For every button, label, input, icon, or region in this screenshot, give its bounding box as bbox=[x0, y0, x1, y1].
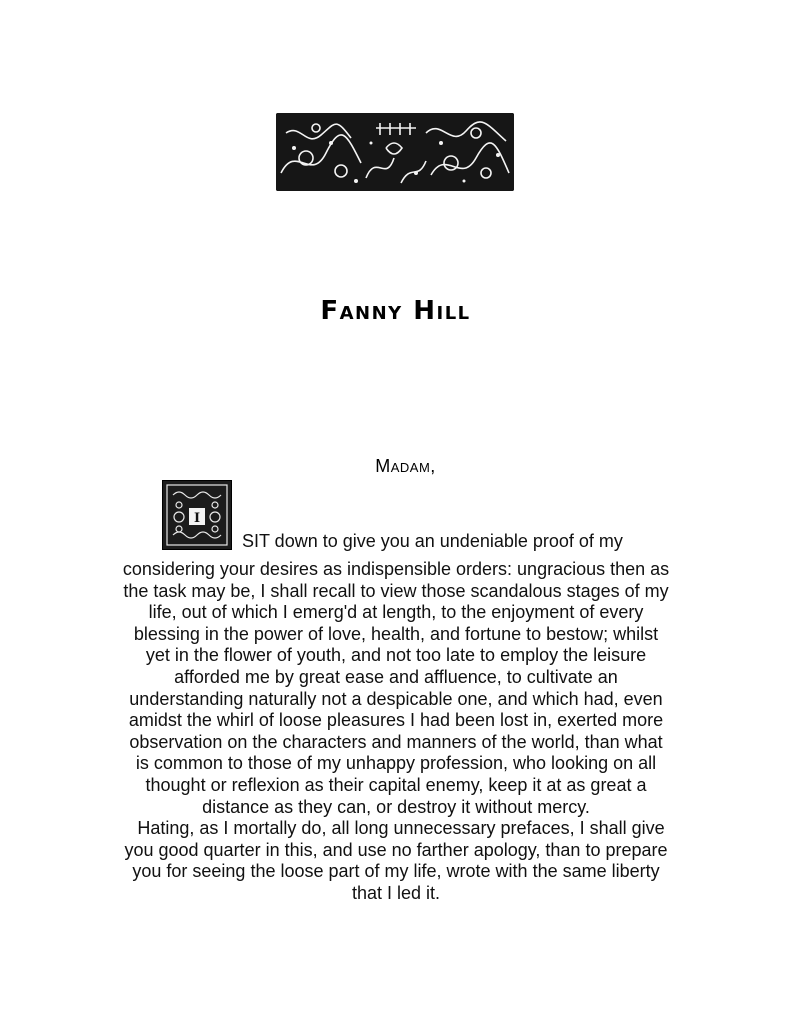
text-line: life, out of which I emerg'd at length, to the enjoyment of every bbox=[148, 602, 644, 623]
text-line: you for seeing the loose part of my life, wrote with the same liberty bbox=[132, 861, 660, 882]
text-line: considering your desires as indispensible orders: ungracious then as bbox=[122, 559, 670, 579]
decorated-initial-icon bbox=[162, 480, 232, 550]
text-line: that I led it. bbox=[351, 882, 441, 903]
text-line: you good quarter in this, and use no farther apology, than to prepare bbox=[124, 839, 668, 860]
salutation-text: Madam, bbox=[375, 456, 436, 476]
text-line: thought or reflexion as their capital enemy, keep it at as great a bbox=[145, 774, 647, 795]
woodcut-ornament-icon bbox=[276, 113, 514, 191]
text-line: yet in the flower of youth, and not too late to employ the leisure bbox=[145, 645, 647, 666]
body-text bbox=[96, 559, 696, 905]
text-line: is common to those of my unhappy profession, who looking on all bbox=[135, 753, 657, 774]
text-line: blessing in the power of love, health, and fortune to bestow; whilst bbox=[133, 623, 659, 644]
text-line: the task may be, I shall recall to view those scandalous stages of my bbox=[123, 580, 669, 601]
salutation bbox=[0, 456, 791, 477]
text-line: distance as they can, or destroy it without mercy. bbox=[202, 796, 590, 817]
text-line: Hating, as I mortally do, all long unnecessary prefaces, I shall give bbox=[127, 818, 665, 839]
text-line: understanding naturally not a despicable one, and which had, even bbox=[129, 688, 663, 709]
text-line: observation on the characters and manners of the world, than what bbox=[129, 731, 663, 752]
text-line: amidst the whirl of loose pleasures I had been lost in, exerted more bbox=[128, 710, 664, 731]
first-line-text: SIT down to give you an undeniable proof of my bbox=[242, 531, 623, 551]
text-line: afforded me by great ease and affluence, to cultivate an bbox=[174, 666, 618, 687]
book-title: Fanny Hill bbox=[320, 296, 471, 326]
initial-letter: I bbox=[193, 511, 201, 526]
